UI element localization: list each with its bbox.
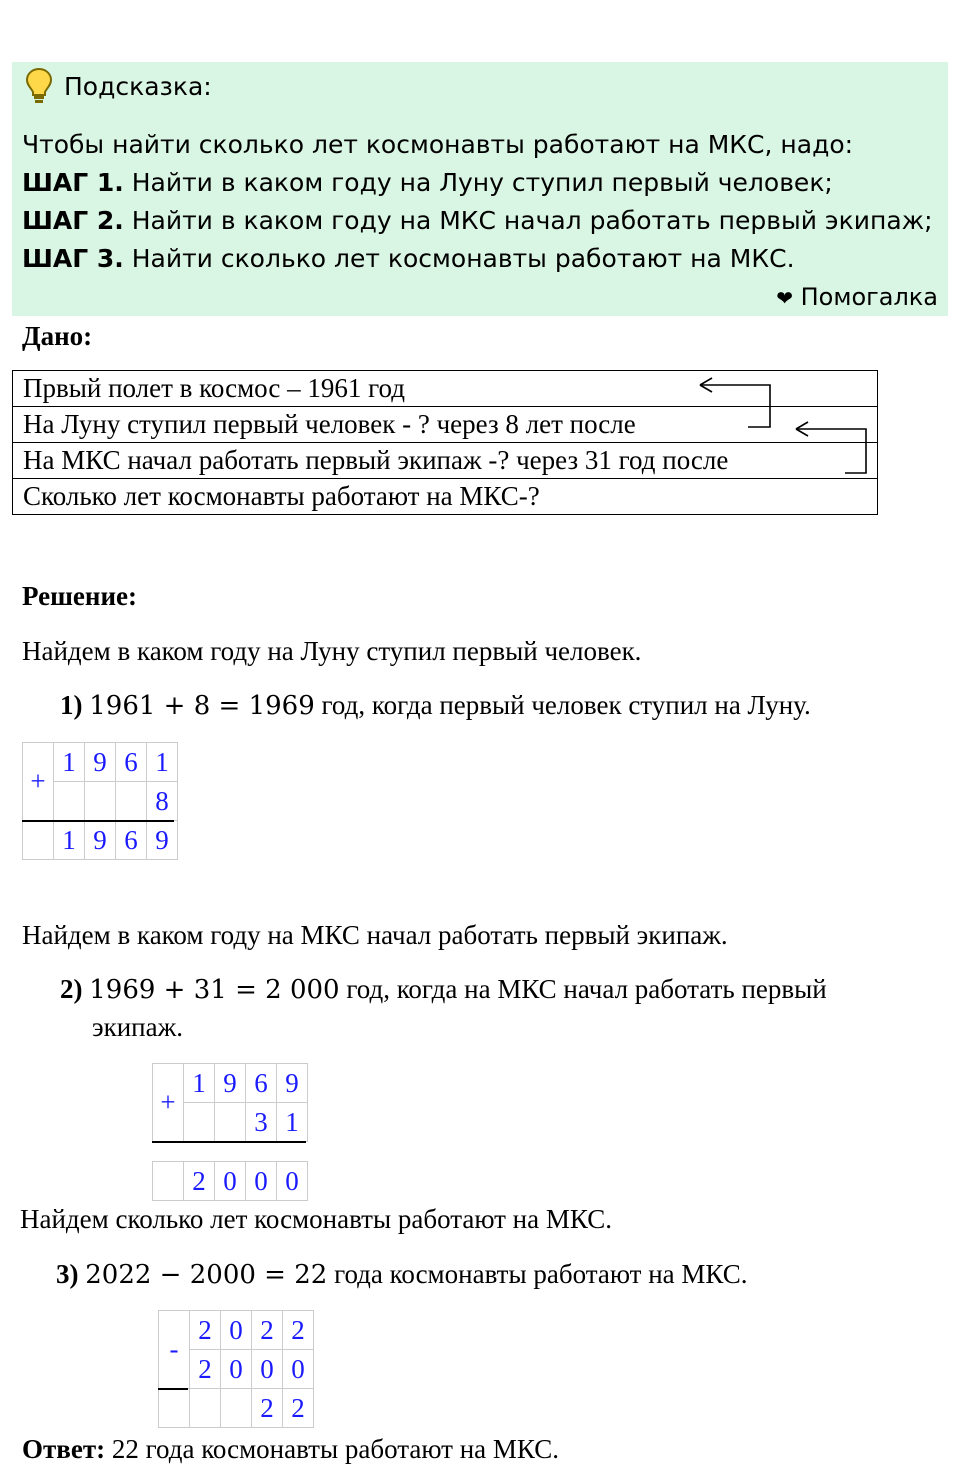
hint-intro: Чтобы найти сколько лет космонавты работают на МКС, надо: — [22, 130, 854, 159]
given-row-2: На Луну ступил первый человек - ? через 8 лет после — [13, 407, 878, 443]
digit: 2 — [283, 1311, 314, 1350]
digit: 6 — [116, 821, 147, 860]
digit: 3 — [246, 1103, 277, 1142]
digit: 0 — [221, 1350, 252, 1389]
digit: 6 — [246, 1064, 277, 1103]
given-row-4: Сколько лет космонавты работают на МКС-? — [13, 479, 878, 515]
digit — [221, 1389, 252, 1428]
digit: 9 — [85, 821, 116, 860]
empty-cell — [159, 1389, 190, 1428]
part3-equation — [56, 1257, 747, 1292]
equation: 2022 − 2000 = 22 — [85, 1260, 328, 1290]
step-text: Найти сколько лет космонавты работают на МКС. — [123, 244, 795, 273]
digit: 1 — [54, 743, 85, 782]
part3-intro: Найдем сколько лет космонавты работают на МКС. — [20, 1204, 612, 1234]
answer-text: 22 года космонавты работают на МКС. — [105, 1434, 560, 1464]
step-number: 1) — [60, 690, 83, 720]
solution-label: Решение: — [22, 581, 137, 611]
digit — [85, 782, 116, 821]
heart-icon: ❤ — [776, 286, 793, 310]
hint-title: Подсказка: — [64, 72, 212, 101]
digit: 6 — [116, 743, 147, 782]
digit: 1 — [277, 1103, 308, 1142]
equation: 1969 + 31 = 2 000 — [89, 975, 340, 1005]
empty-cell — [153, 1162, 184, 1201]
digit: 1 — [54, 821, 85, 860]
part2-equation — [60, 972, 827, 1007]
step-label: ШАГ 3. — [22, 244, 124, 273]
digit: 9 — [147, 821, 178, 860]
step-label: ШАГ 2. — [22, 206, 124, 235]
digit — [116, 782, 147, 821]
digit: 0 — [252, 1350, 283, 1389]
equation-desc: год, когда первый человек ступил на Луну. — [321, 690, 811, 720]
equation-desc: года космонавты работают на МКС. — [334, 1259, 748, 1289]
part2-intro: Найдем в каком году на МКС начал работать первый экипаж. — [22, 920, 728, 950]
given-row-1: Првый полет в космос – 1961 год — [13, 371, 878, 407]
equation: 1961 + 8 = 1969 — [89, 691, 315, 721]
digit — [184, 1103, 215, 1142]
digit: 2 — [184, 1162, 215, 1201]
relation-arrows — [0, 0, 960, 520]
digit: 9 — [215, 1064, 246, 1103]
step-label: ШАГ 1. — [22, 168, 124, 197]
step-number: 2) — [60, 974, 83, 1004]
step-text: Найти в каком году на Луну ступил первый человек; — [123, 168, 833, 197]
plus-sign: + — [153, 1064, 184, 1142]
given-row-3: На МКС начал работать первый экипаж -? через 31 год после — [13, 443, 878, 479]
column-addition-1 — [22, 742, 178, 860]
digit: 9 — [277, 1064, 308, 1103]
digit: 8 — [147, 782, 178, 821]
digit: 0 — [215, 1162, 246, 1201]
part1-intro: Найдем в каком году на Луну ступил первый человек. — [22, 636, 642, 666]
column-subtraction-3 — [158, 1310, 314, 1428]
plus-sign: + — [23, 743, 54, 821]
digit — [190, 1389, 221, 1428]
sum-line — [152, 1141, 306, 1143]
digit: 9 — [85, 743, 116, 782]
column-addition-2 — [152, 1063, 308, 1142]
part1-equation — [60, 688, 811, 723]
digit: 0 — [283, 1350, 314, 1389]
digit: 0 — [221, 1311, 252, 1350]
digit: 0 — [246, 1162, 277, 1201]
answer — [22, 1432, 559, 1466]
step-number: 3) — [56, 1259, 79, 1289]
column-addition-2-result — [152, 1161, 308, 1201]
answer-label: Ответ: — [22, 1434, 106, 1464]
brand-text: Помогалка — [800, 283, 938, 311]
given-label: Дано: — [22, 321, 93, 351]
minus-sign: - — [159, 1311, 190, 1389]
digit: 2 — [190, 1311, 221, 1350]
digit: 2 — [252, 1311, 283, 1350]
digit: 2 — [283, 1389, 314, 1428]
equation-desc: год, когда на МКС начал работать первый — [346, 974, 827, 1004]
digit: 2 — [190, 1350, 221, 1389]
empty-cell — [23, 821, 54, 860]
digit: 1 — [147, 743, 178, 782]
part2-equation-cont: экипаж. — [92, 1012, 183, 1042]
digit: 0 — [277, 1162, 308, 1201]
step-text: Найти в каком году на МКС начал работать первый экипаж; — [123, 206, 933, 235]
digit: 1 — [184, 1064, 215, 1103]
digit: 2 — [252, 1389, 283, 1428]
sum-line — [22, 820, 174, 822]
difference-line — [158, 1388, 188, 1390]
digit — [54, 782, 85, 821]
digit — [215, 1103, 246, 1142]
